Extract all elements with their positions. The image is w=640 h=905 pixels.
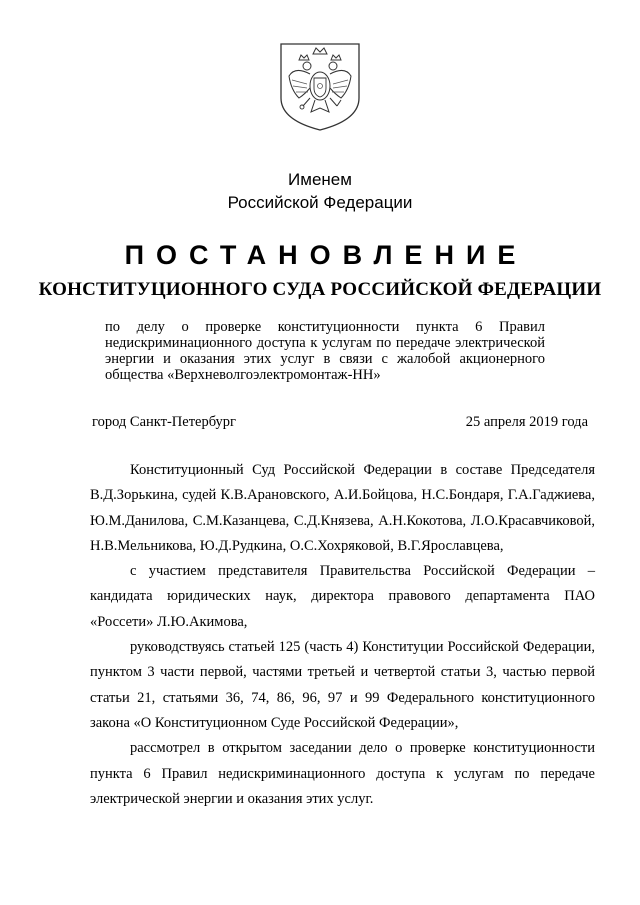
case-subject: по делу о проверке конституционности пункта 6 Правил недискриминационного доступа к услугам по передаче электрической энергии и оказания этих услуг в связи с жалобой акционерного общества «Верхневолгоэлектромонтаж-НН» xyxy=(105,319,545,383)
date-of-issue: 25 апреля 2019 года xyxy=(465,414,588,430)
state-emblem-icon xyxy=(277,40,363,132)
body-paragraph: с участием представителя Правительства Российской Федерации – кандидата юридических наук, директора правового департамента ПАО «Россети» Л.Ю.Акимова, xyxy=(90,563,595,630)
body-paragraph: Конституционный Суд Российской Федерации в составе Председателя В.Д.Зорькина, судей К.В.Арановского, А.И.Бойцова, Н.С.Бондаря, Г.А.Гаджиева, Ю.М.Данилова, С.М.Казанцева, С.Д.Князева, А.Н.Кокотова, Л.О.Красавчиковой, Н.В.Мельникова, Ю.Д.Рудкина, О.С.Хохряковой, В.Г.Ярославцева, xyxy=(90,462,595,554)
body-paragraph: рассмотрел в открытом заседании дело о проверке конституционности пункта 6 Правил недискриминационного доступа к услугам по передаче электрической энергии и оказания этих услуг. xyxy=(90,740,595,807)
place-of-issue: город Санкт-Петербург xyxy=(92,414,237,430)
document-body xyxy=(90,458,595,812)
body-paragraph: руководствуясь статьей 125 (часть 4) Конституции Российской Федерации, пунктом 3 части первой, частями третьей и четвертой статьи 3, частью первой статьи 21, статьями 36, 74, 86, 96, 97 и 99 Федерального конституционного закона «О Конституционном Суде Российской Федерации», xyxy=(90,639,595,731)
invocation-line-2: Российской Федерации xyxy=(227,193,413,212)
court-name: КОНСТИТУЦИОННОГО СУДА РОССИЙСКОЙ ФЕДЕРАЦИИ xyxy=(38,279,602,300)
invocation-line-1: Именем xyxy=(288,170,352,189)
document-title: ПОСТАНОВЛЕНИЕ xyxy=(124,240,528,270)
